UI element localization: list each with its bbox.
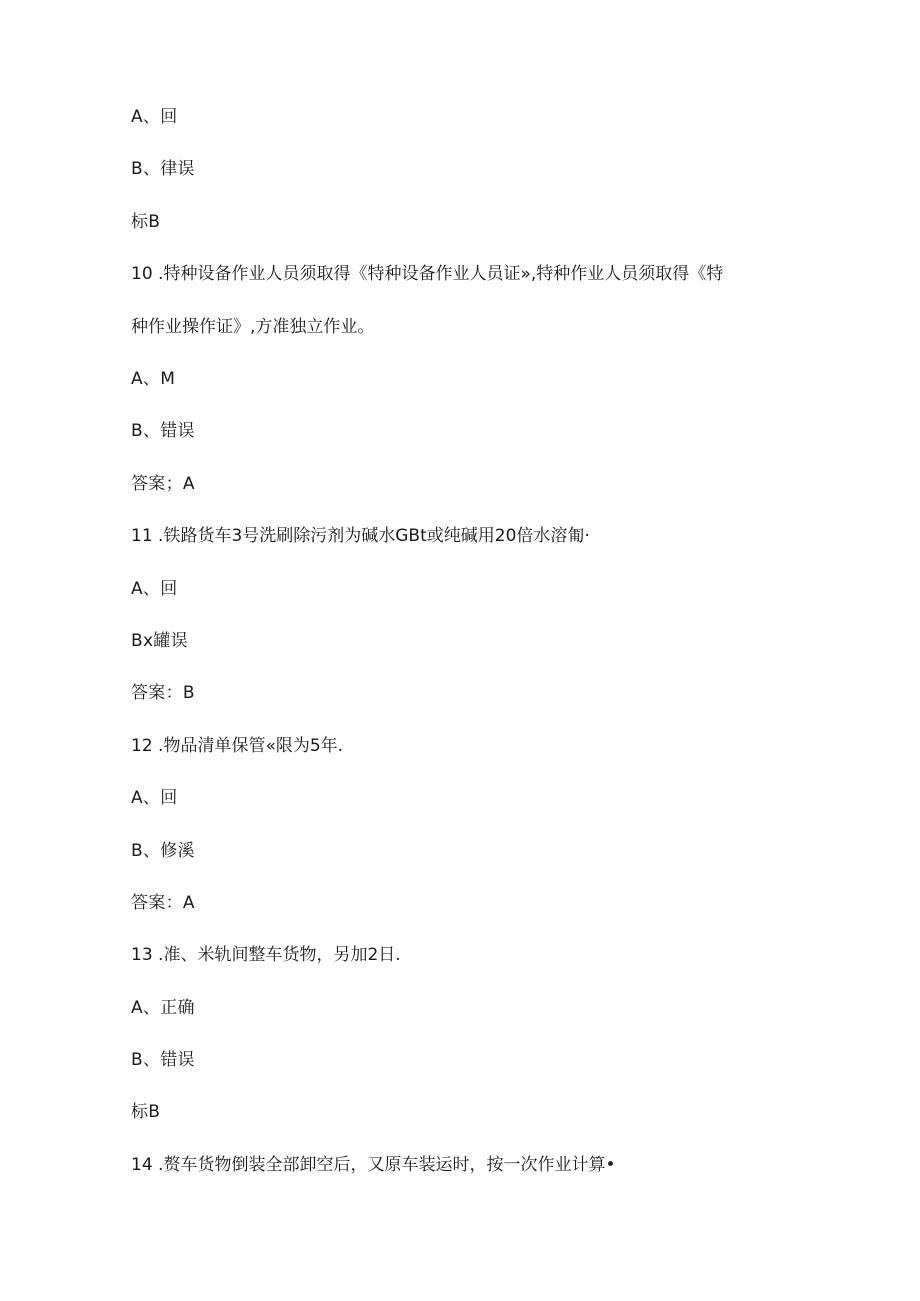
q11-option-a: A、回 [131,579,178,599]
q13-option-a: A、正确 [131,998,195,1018]
q12-option-a: A、回 [131,788,178,808]
q10-answer: 答案；A [131,474,195,494]
q9-option-b: B、律误 [131,159,195,179]
q10-option-a: A、M [131,369,176,389]
q10-text-line1: 10 .特种设备作业人员须取得《特种设备作业人员证»,特种作业人员须取得《特 [131,264,724,284]
q11-answer: 答案：B [131,683,195,703]
q9-option-a: A、回 [131,107,178,127]
q13-answer: 标B [131,1102,161,1122]
q12-answer: 答案：A [131,893,195,913]
q11-text: 11 .铁路货车3号洗刷除污剂为碱水GBt或纯碱用20倍水溶匍· [131,526,590,546]
q12-option-b: B、修溪 [131,841,195,861]
q11-option-b: Bx罐误 [131,631,188,651]
q13-option-b: B、错误 [131,1050,195,1070]
q10-option-b: B、错误 [131,421,195,441]
q10-text-line2: 种作业操作证》,方准独立作业。 [131,317,375,337]
q9-answer: 标B [131,212,161,232]
q14-text: 14 .赘车货物倒装全部卸空后，又原车装运时，按一次作业计算• [131,1155,616,1175]
q13-text: 13 .准、米轨间整车货物，另加2日. [131,945,401,965]
q12-text: 12 .物品清单保管«限为5年. [131,736,344,756]
